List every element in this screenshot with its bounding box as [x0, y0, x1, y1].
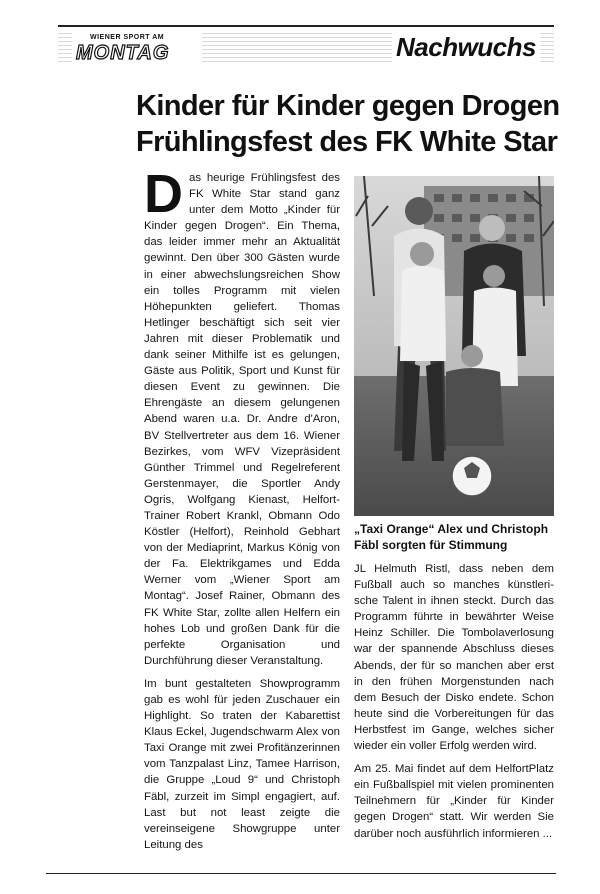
logo-wordmark: MONTAG: [76, 42, 170, 64]
photo-caption: „Taxi Orange“ Alex und Christoph Fäbl sorgten für Stimmung: [354, 522, 549, 552]
group-photo: [354, 176, 554, 516]
publication-logo: [72, 31, 202, 65]
article-paragraph: Am 25. Mai findet auf dem HelfortPlatz ein Fußballspiel mit vielen prominenten Teilnehmern für „Kinder für Kinder gegen Drogen“ statt. Wir werden Sie darüber noch ausführlich informieren ...: [354, 763, 554, 840]
article-paragraph: [144, 164, 340, 669]
drop-cap: D: [144, 164, 183, 224]
photo-illustration: [354, 176, 554, 516]
article-column-right: [354, 561, 554, 849]
article-column-left: [144, 164, 340, 860]
headline-line-1: Kinder für Kinder gegen Drogen: [136, 90, 560, 122]
logo-tagline: WIENER SPORT AM: [90, 34, 165, 41]
page-header: [58, 25, 554, 71]
section-title: Nachwuchs: [392, 32, 540, 63]
footer-rule: [46, 873, 556, 874]
headline: [136, 88, 566, 160]
article-paragraph: Im bunt gestalteten Showprogramm gab es wohl für jeden Zuschauer ein Highlight. So traten der Kabarettist Klaus Eckel, Jugendschwarm Alex von Taxi Orange mit zwei Profitänzerinnen vom Tanzpalast Linz, Tamee Harrison, die Gruppe „Loud 9“ und Christoph Fäbl, zurzeit im Simpl engagiert, auf. Last but not least zeigte die vereinseigene Showgruppe unter Leitung des: [144, 677, 340, 851]
headline-line-2: Frühlingsfest des FK White Star: [136, 126, 558, 158]
paragraph-text: as heurige Frühlingsfest des FK White Star stand ganz unter dem Motto „Kinder für Kinder gegen Drogen“. Ein Thema, das leider immer mehr an Aktualität gewinnt. Den über 300 Gästen wurde in einer abwechslungsreichen Show ein tolles Programm mit vielen Höhepunkten geliefert. Thomas Hetlinger beschäftigt sich seit vier Jahren mit dieser Problematik und dank seiner Mithilfe ist es gelungen, Gäste aus Politik, Sport und Kunst für diesen Event zu gewinnen. Die Ehrengäste an diesem gelungenen Abend waren u.a. Dr. Andre d'Aron, BV Stellvertreter aus dem 16. Wiener Bezirkes, vom WFV Vizepräsident Günther Trimmel und Regelreferent Gerstenmayer, die Sportler Andy Ogris, Wolfgang Kienast, Helfort-Trainer Robert Krankl, Obmann Odo Köstler (Helfort), Reinhold Gebhart von der Mediaprint, Markus König von der Fa. Elektrikgames und Edda Werner vom „Wiener Sport am Montag“. Josef Rainer, Obmann des FK White Star, zollte allen Helfern ein hohes Lob und großen Dank für die perfekte Organisation und Durchführung dieser Veranstaltung.: [144, 172, 340, 667]
article-paragraph: JL Helmuth Ristl, dass neben dem Fußball auch so manches künstlerische Talent in ihnen steckt. Durch das Programm führte in bewährter Weise Heinz Schiller. Die Tombolaverlosung war der spannende Abschluss dieses Abends, der für so manchen aber erst in den frühen Morgenstunden nach dem Besuch der Disko endete. Schon heute sind die Vorbereitungen für das Herbstfest im Gange, welches sicher wieder ein voller Erfolg werden wird.: [354, 563, 554, 753]
